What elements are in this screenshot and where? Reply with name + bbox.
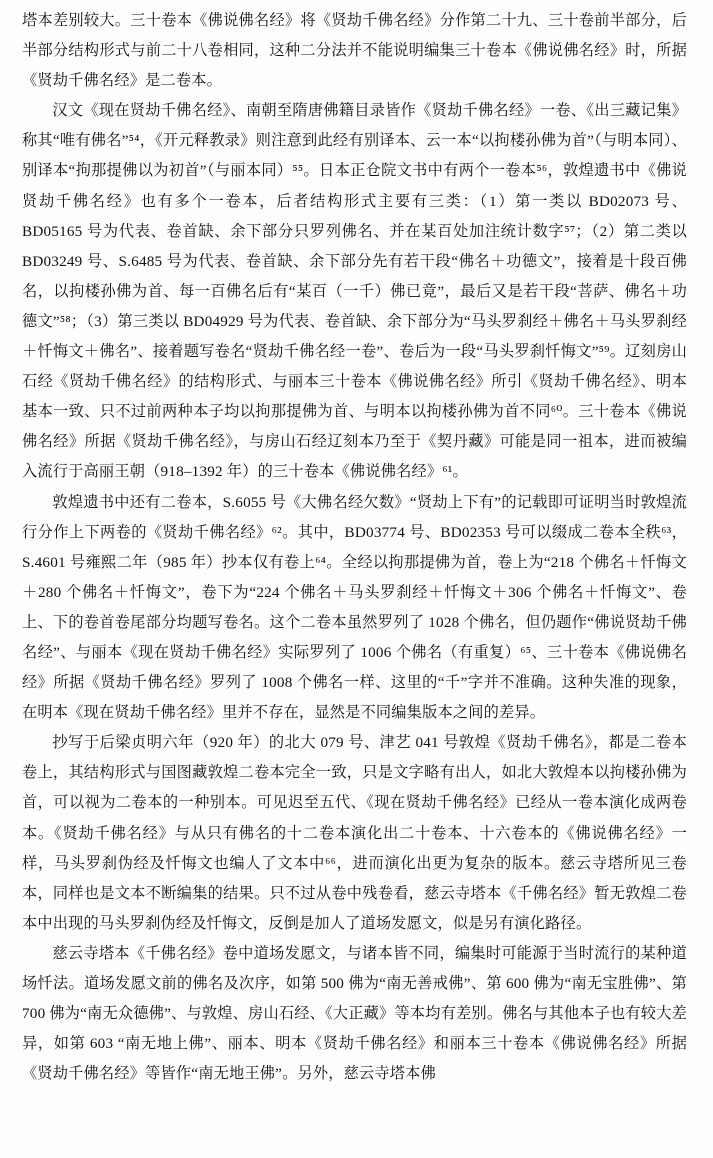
paragraph: 汉文《现在贤劫千佛名经》、南朝至隋唐佛籍目录皆作《贤劫千佛名经》一卷、《出三藏记集》称其“唯有佛名”⁵⁴，《开元释教录》则注意到此经有别译本、云一本“以拘楼孙佛为首”（与明本同）、别译本“拘那提佛以为初首”（与丽本同）⁵⁵。日本正仓院文书中有两个一卷本⁵⁶，敦煌遗书中《佛说贤劫千佛名经》也有多个一卷本，后者结构形式主要有三类：（1）第一类以 BD02073 号、BD05165 号为代表、卷首缺、余下部分只罗列佛名、并在某百处加注统计数字⁵⁷；（2）第二类以 BD03249 号、S.6485 号为代表、卷首缺、余下部分先有若干段“佛名＋功德文”，接着是十段百佛名，以拘楼孙佛为首、每一百佛名后有“某百（一千）佛已竟”，最后又是若干段“菩萨、佛名＋功德文”⁵⁸；（3）第三类以 BD04929 号为代表、卷首缺、余下部分为“马头罗刹经＋佛名＋马头罗刹经＋忏悔文＋佛名”、接着题写卷名“贤劫千佛名经一卷”、卷后为一段“马头罗刹忏悔文”⁵⁹。辽刻房山石经《贤劫千佛名经》的结构形式、与丽本三十卷本《佛说佛名经》所引《贤劫千佛名经》、明本基本一致、只不过前两种本子均以拘那提佛为首、与明本以拘楼孙佛为首不同⁶⁰。三十卷本《佛说佛名经》所据《贤劫千佛名经》，与房山石经辽刻本乃至于《契丹藏》可能是同一祖本，进而被编入流行于高丽王朝（918–1392 年）的三十卷本《佛说佛名经》⁶¹。: [22, 102, 687, 481]
document-body: [22, 6, 687, 1089]
paragraph: 塔本差别较大。三十卷本《佛说佛名经》将《贤劫千佛名经》分作第二十九、三十卷前半部分，后半部分结构形式与前二十八卷相同，这种二分法并不能说明编集三十卷本《佛说佛名经》时，所据《贤劫千佛名经》是二卷本。: [22, 12, 687, 90]
paragraph: 敦煌遗书中还有二卷本，S.6055 号《大佛名经欠数》“贤劫上下有”的记载即可证明当时敦煌流行分作上下两卷的《贤劫千佛名经》⁶²。其中，BD03774 号、BD02353 号可以缀成二卷本全秩⁶³，S.4601 号雍熙二年（985 年）抄本仅有卷上⁶⁴。全经以拘那提佛为首，卷上为“218 个佛名＋忏悔文＋280 个佛名＋忏悔文”，卷下为“224 个佛名＋马头罗刹经＋忏悔文＋306 个佛名＋忏悔文”、卷上、下的卷首卷尾部分均题写卷名。这个二卷本虽然罗列了 1028 个佛名，但仍题作“佛说贤劫千佛名经”、与丽本《现在贤劫千佛名经》实际罗列了 1006 个佛名（有重复）⁶⁵、三十卷本《佛说佛名经》所据《贤劫千佛名经》罗列了 1008 个佛名一样、这里的“千”字并不准确。这种失准的现象，在明本《现在贤劫千佛名经》里并不存在，显然是不同编集版本之间的差异。: [22, 493, 687, 722]
paragraph: 慈云寺塔本《千佛名经》卷中道场发愿文，与诸本皆不同，编集时可能源于当时流行的某种道场忏法。道场发愿文前的佛名及次序，如第 500 佛为“南无善戒佛”、第 600 佛为“南无宝胜佛”、第 700 佛为“南无众德佛”、与敦煌、房山石经、《大正藏》等本均有差别。佛名与其他本子也有较大差异，如第 603 “南无地上佛”、丽本、明本《贤劫千佛名经》和丽本三十卷本《佛说佛名经》所据《贤劫千佛名经》等皆作“南无地王佛”。另外，慈云寺塔本佛: [22, 944, 687, 1083]
paragraph: 抄写于后梁贞明六年（920 年）的北大 079 号、津艺 041 号敦煌《贤劫千佛名》，都是二卷本卷上，其结构形式与国图藏敦煌二卷本完全一致，只是文字略有出人，如北大敦煌本以拘楼孙佛为首，可以视为二卷本的一种别本。可见迟至五代、《现在贤劫千佛名经》已经从一卷本演化成两卷本。《贤劫千佛名经》与从只有佛名的十二卷本演化出二十卷本、十六卷本的《佛说佛名经》一样，马头罗刹伪经及忏悔文也编人了文本中⁶⁶，进而演化出更为复杂的版本。慈云寺塔所见三卷本，同样也是文本不断编集的结果。只不过从卷中残卷看，慈云寺塔本《千佛名经》暂无敦煌二卷本中出现的马头罗刹伪经及忏悔文，反倒是加人了道场发愿文，似是另有演化路径。: [22, 734, 687, 932]
